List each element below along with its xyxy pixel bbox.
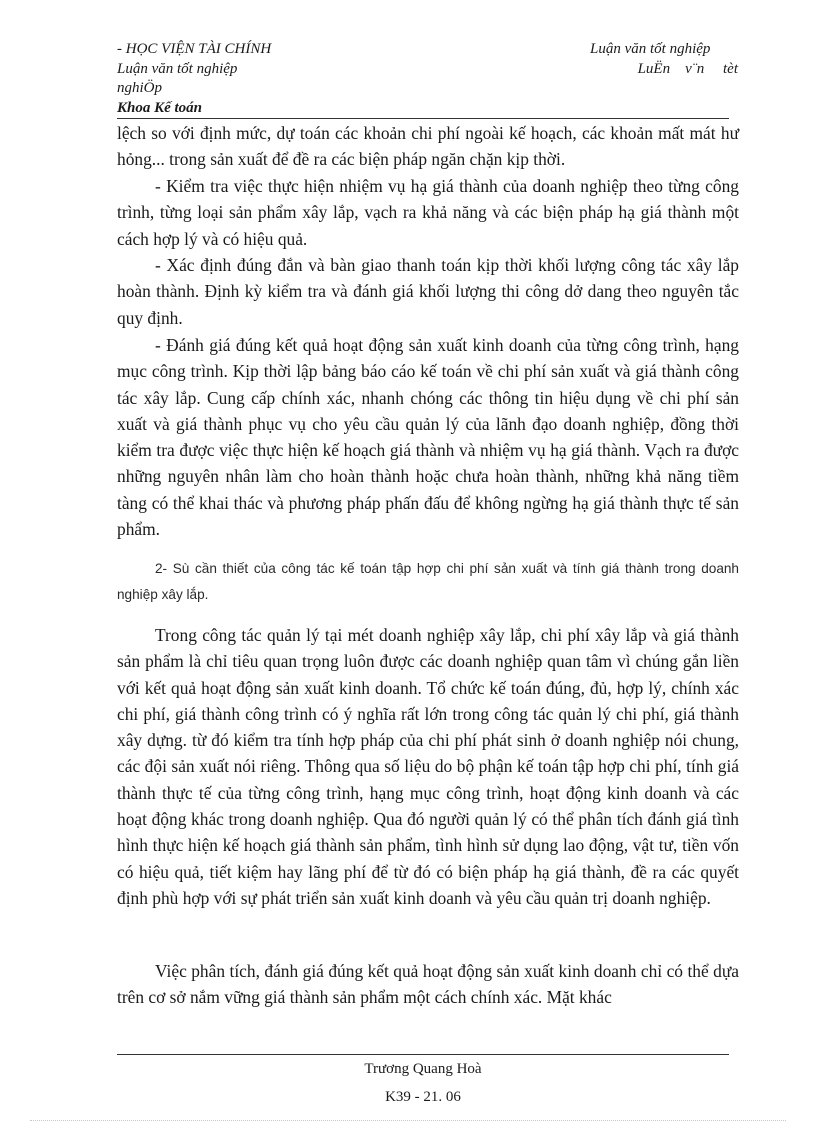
body-paragraph: - Xác định đúng đắn và bàn giao thanh toán kịp thời khối lượng công tác xây lắp hoàn thành. Định kỳ kiểm tra và đánh giá khối lượng thi công dở dang theo nguyên tắc quy định. xyxy=(117,255,739,328)
header-garbled-left: nghiÖp xyxy=(117,80,162,96)
footer-class-code: K39 - 21. 06 xyxy=(385,1089,461,1105)
body-paragraph: lệch so với định mức, dự toán các khoản chi phí ngoài kế hoạch, các khoản mất mát hư hỏng... trong sản xuất để đề ra các biện pháp ngăn chặn kịp thời. xyxy=(117,123,739,170)
footer-rule xyxy=(117,1054,729,1055)
header-department: Khoa Kế toán xyxy=(117,100,203,116)
header-rule xyxy=(117,118,729,119)
section-heading: 2- Sù cần thiết của công tác kế toán tập hợp chi phí sản xuất và tính giá thành trong doanh nghiệp xây lắp. xyxy=(117,561,739,602)
page-edge-dots xyxy=(30,1120,786,1121)
body-paragraph: - Đánh giá đúng kết quả hoạt động sản xuất kinh doanh của từng công trình, hạng mục công trình. Kịp thời lập bảng báo cáo kế toán về chi phí sản xuất và giá thành công tác xây lắp. Cung cấp chính xác, nhanh chóng các thông tin hiệu dụng về chi phí sản xuất và giá thành phục vụ cho yêu cầu quản lý của lãnh đạo doanh nghiệp, đồng thời kiểm tra được việc thực hiện kế hoạch giá thành và nhiệm vụ hạ giá thành. Vạch ra được những nguyên nhân làm cho hoàn thành hoặc chưa hoàn thành, những khả năng tiềm tàng có thể khai thác và phương pháp phấn đấu để không ngừng hạ giá thành thực tế sản phẩm. xyxy=(117,335,739,540)
footer-author: Trương Quang Hoà xyxy=(364,1061,482,1077)
header-doc-type-right: Luận văn tốt nghiệp xyxy=(590,41,711,57)
body-paragraph: Việc phân tích, đánh giá đúng kết quả hoạt động sản xuất kinh doanh chỉ có thể dựa trên cơ sở nắm vững giá thành sản phẩm một cách chính xác. Mặt khác xyxy=(117,961,739,1008)
header-institution: - HỌC VIỆN TÀI CHÍNH xyxy=(117,41,272,57)
body-paragraph: Trong công tác quản lý tại mét doanh nghiệp xây lắp, chi phí xây lắp và giá thành sản phẩm là chỉ tiêu quan trọng luôn được các doanh nghiệp quan tâm vì chúng gắn liền với kết quả hoạt động sản xuất kinh doanh. Tổ chức kế toán đúng, đủ, hợp lý, chính xác chi phí, giá thành công trình có ý nghĩa rất lớn trong công tác quản lý chi phí, giá thành xây dựng. từ đó kiểm tra tính hợp pháp của chi phí phát sinh ở doanh nghiệp nói chung, các đội sản xuất nói riêng. Thông qua số liệu do bộ phận kế toán tập hợp chi phí, tính giá thành thực tế của từng công trình, hạng mục công trình, hoạt động kinh doanh và các hoạt động khác trong doanh nghiệp. Qua đó người quản lý có thể phân tích đánh giá tình hình thực hiện kế hoạch giá thành sản phẩm, tình hình sử dụng lao động, vật tư, tiền vốn có hiệu quả, tiết kiệm hay lãng phí để từ đó có biện pháp hạ giá thành, đề ra các quyết định phù hợp với sự phát triển sản xuất kinh doanh và yêu cầu quản trị doanh nghiệp. xyxy=(117,625,739,908)
header-doc-type-left: Luận văn tốt nghiệp xyxy=(117,61,238,77)
header-garbled-right: LuËn v¨n tèt xyxy=(637,61,738,77)
body-paragraph: - Kiểm tra việc thực hiện nhiệm vụ hạ giá thành của doanh nghiệp theo từng công trình, từng loại sản phẩm xây lắp, vạch ra khả năng và các biện pháp hạ giá thành một cách hợp lý và có hiệu quả. xyxy=(117,176,739,249)
